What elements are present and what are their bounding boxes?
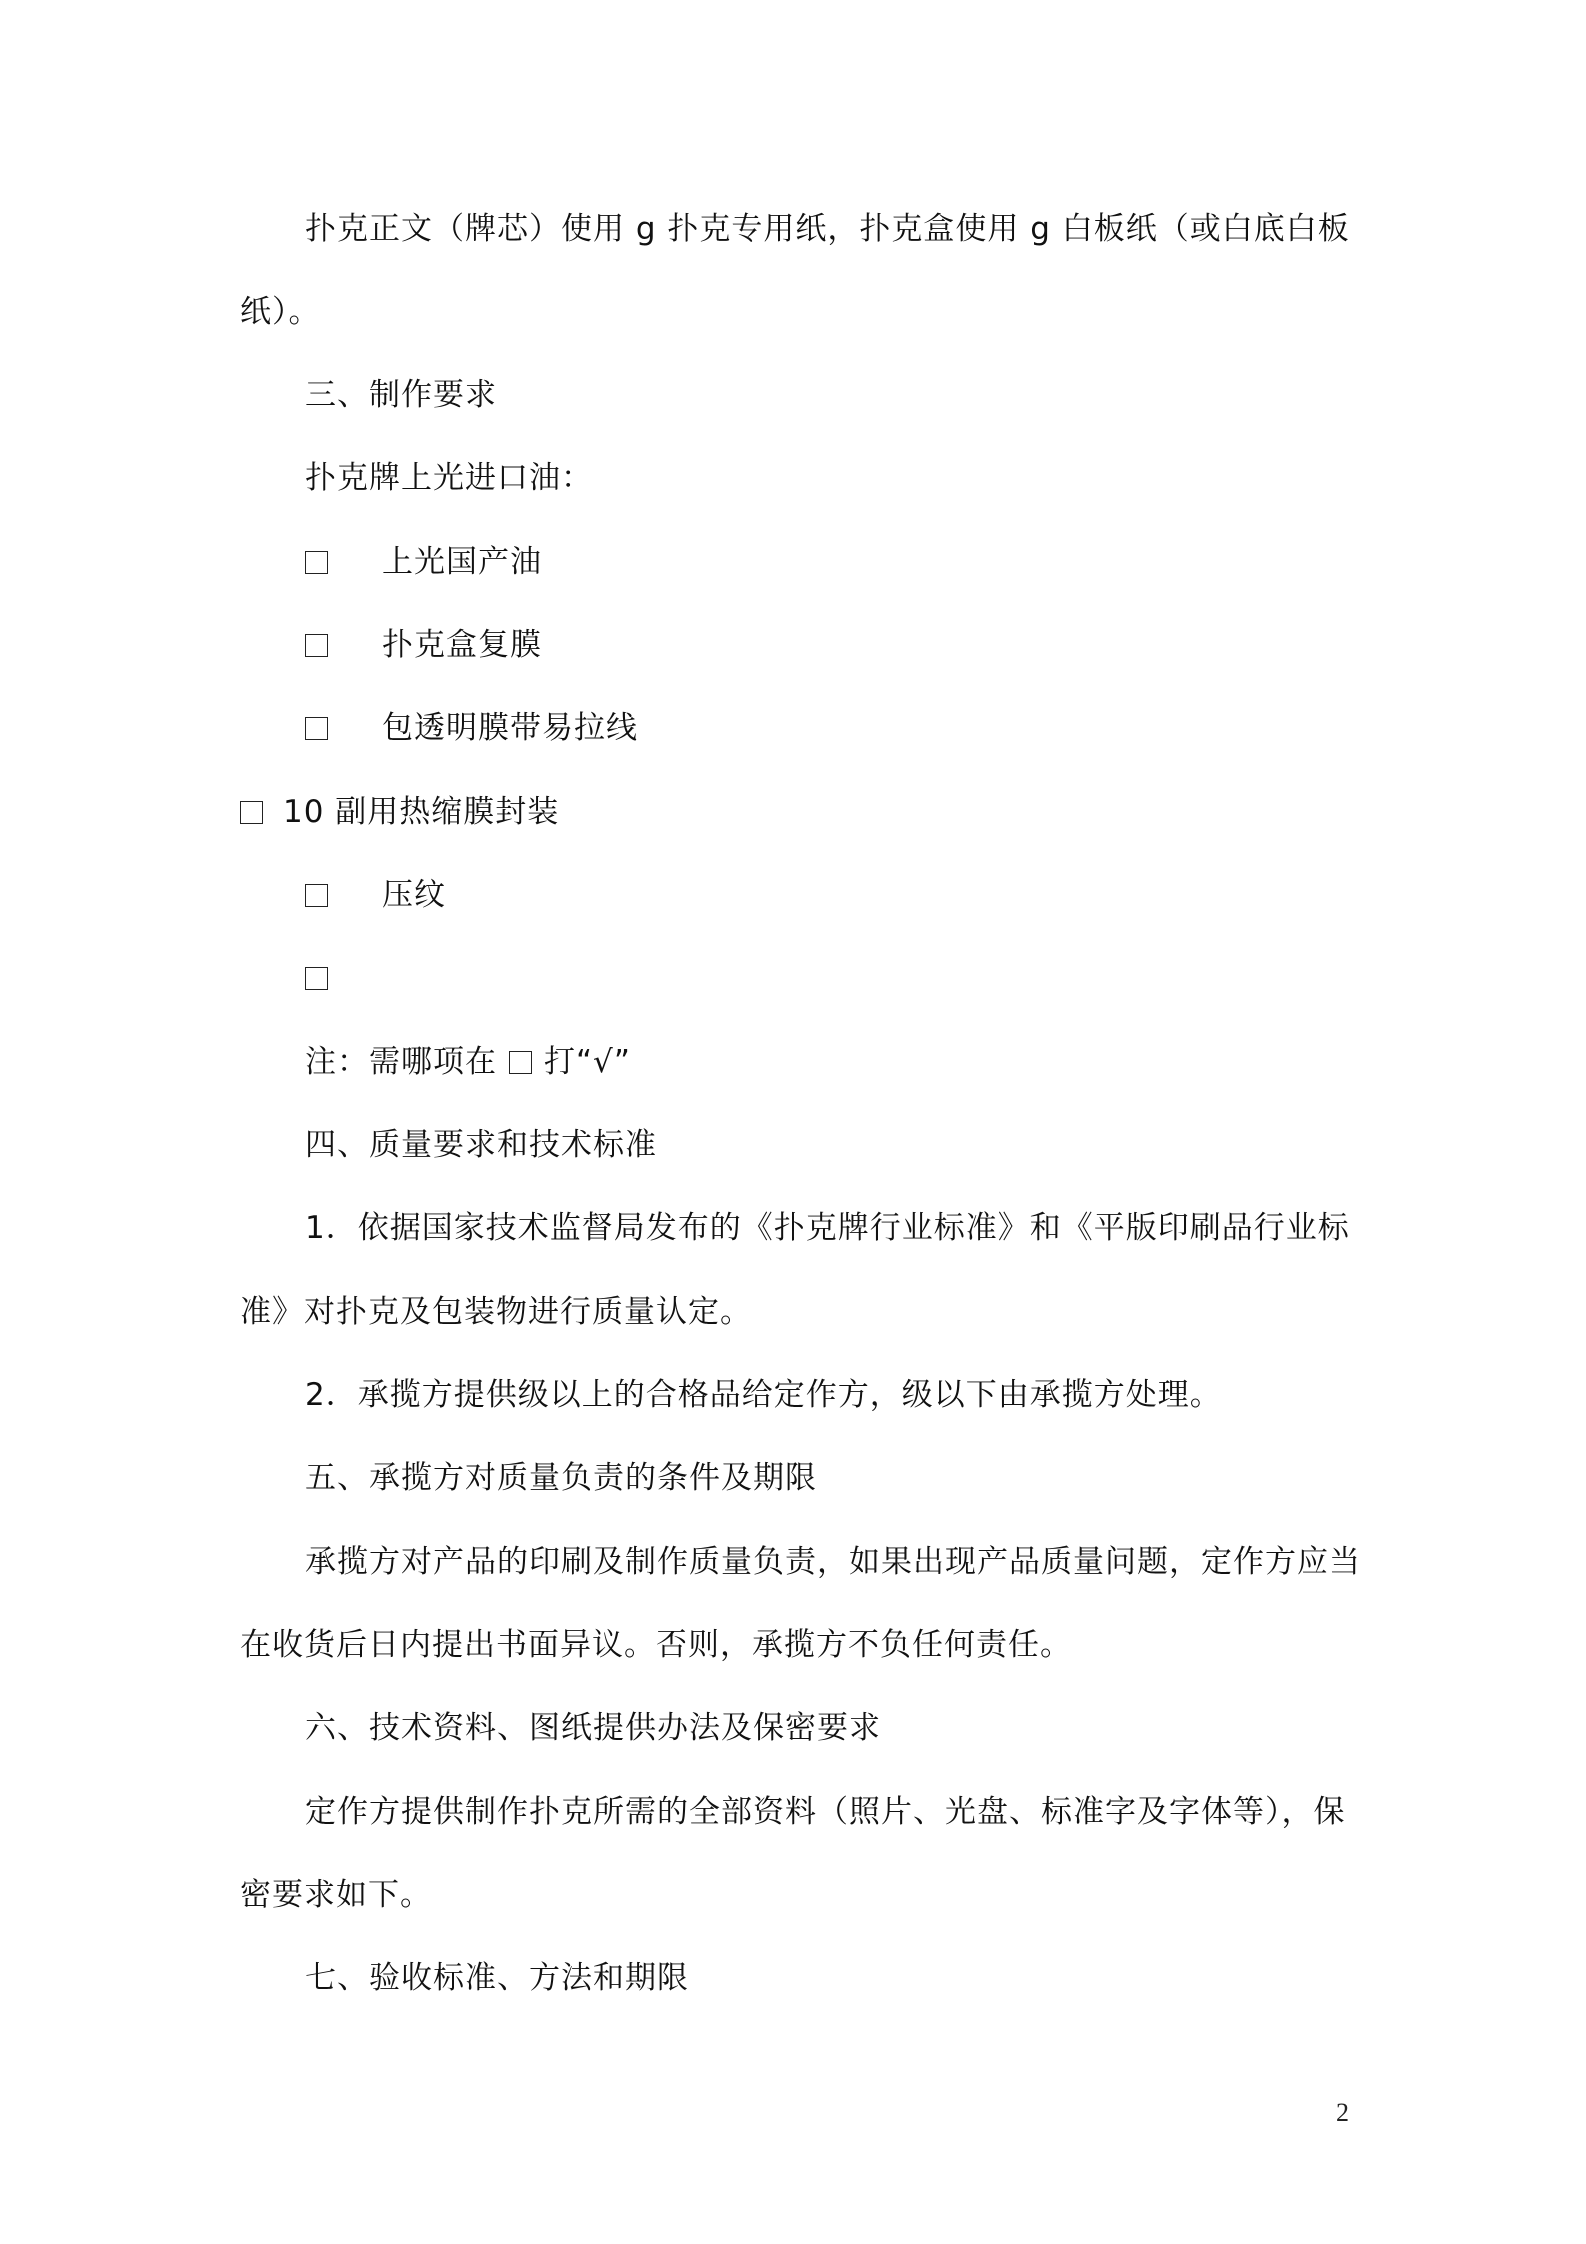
item-2: 2．承揽方提供级以上的合格品给定作方，级以下由承揽方处理。 [305, 1377, 1222, 1413]
option-row-2 [305, 625, 542, 665]
paragraph-paper-spec-line1: 扑克正文（牌芯）使用 g 扑克专用纸，扑克盒使用 g 白板纸（或白底白板 [305, 211, 1350, 247]
option-label-5: 压纹 [382, 877, 446, 913]
oil-heading: 扑克牌上光进口油： [305, 460, 593, 496]
page-number: 2 [1336, 2098, 1349, 2127]
option-row-6 [305, 958, 328, 998]
section-heading-7: 七、验收标准、方法和期限 [305, 1960, 689, 1996]
paragraph-materials-line1: 定作方提供制作扑克所需的全部资料（照片、光盘、标准字及字体等），保 [305, 1794, 1346, 1830]
option-row-4 [240, 792, 559, 832]
option-row-5 [305, 875, 446, 915]
option-label-2: 扑克盒复膜 [382, 627, 542, 663]
option-label-1: 上光国产油 [382, 544, 542, 580]
note-line [305, 1042, 631, 1082]
note-checkbox-icon [509, 1051, 532, 1074]
paragraph-quality-line1: 承揽方对产品的印刷及制作质量负责，如果出现产品质量问题，定作方应当 [305, 1544, 1361, 1580]
note-prefix: 注：需哪项在 [305, 1044, 497, 1080]
section-heading-3: 三、制作要求 [305, 377, 497, 413]
paragraph-quality-line2: 在收货后日内提出书面异议。否则，承揽方不负任何责任。 [240, 1627, 1072, 1663]
checkbox-3[interactable] [305, 717, 328, 740]
option-row-1 [305, 542, 542, 582]
checkbox-5[interactable] [305, 884, 328, 907]
section-heading-4: 四、质量要求和技术标准 [305, 1127, 657, 1163]
checkbox-6[interactable] [305, 967, 328, 990]
paragraph-materials-line2: 密要求如下。 [240, 1877, 432, 1913]
checkbox-4[interactable] [240, 801, 263, 824]
checkbox-2[interactable] [305, 634, 328, 657]
option-label-4: 10 副用热缩膜封装 [283, 794, 560, 830]
section-heading-6: 六、技术资料、图纸提供办法及保密要求 [305, 1710, 881, 1746]
option-row-3 [305, 708, 638, 748]
section-heading-5: 五、承揽方对质量负责的条件及期限 [305, 1460, 817, 1496]
item-1-line1: 1．依据国家技术监督局发布的《扑克牌行业标准》和《平版印刷品行业标 [305, 1210, 1350, 1246]
paragraph-paper-spec-line2: 纸）。 [240, 294, 321, 330]
option-label-3: 包透明膜带易拉线 [382, 710, 638, 746]
note-suffix: 打“√” [544, 1044, 631, 1080]
checkbox-1[interactable] [305, 551, 328, 574]
item-1-line2: 准》对扑克及包装物进行质量认定。 [240, 1294, 752, 1330]
